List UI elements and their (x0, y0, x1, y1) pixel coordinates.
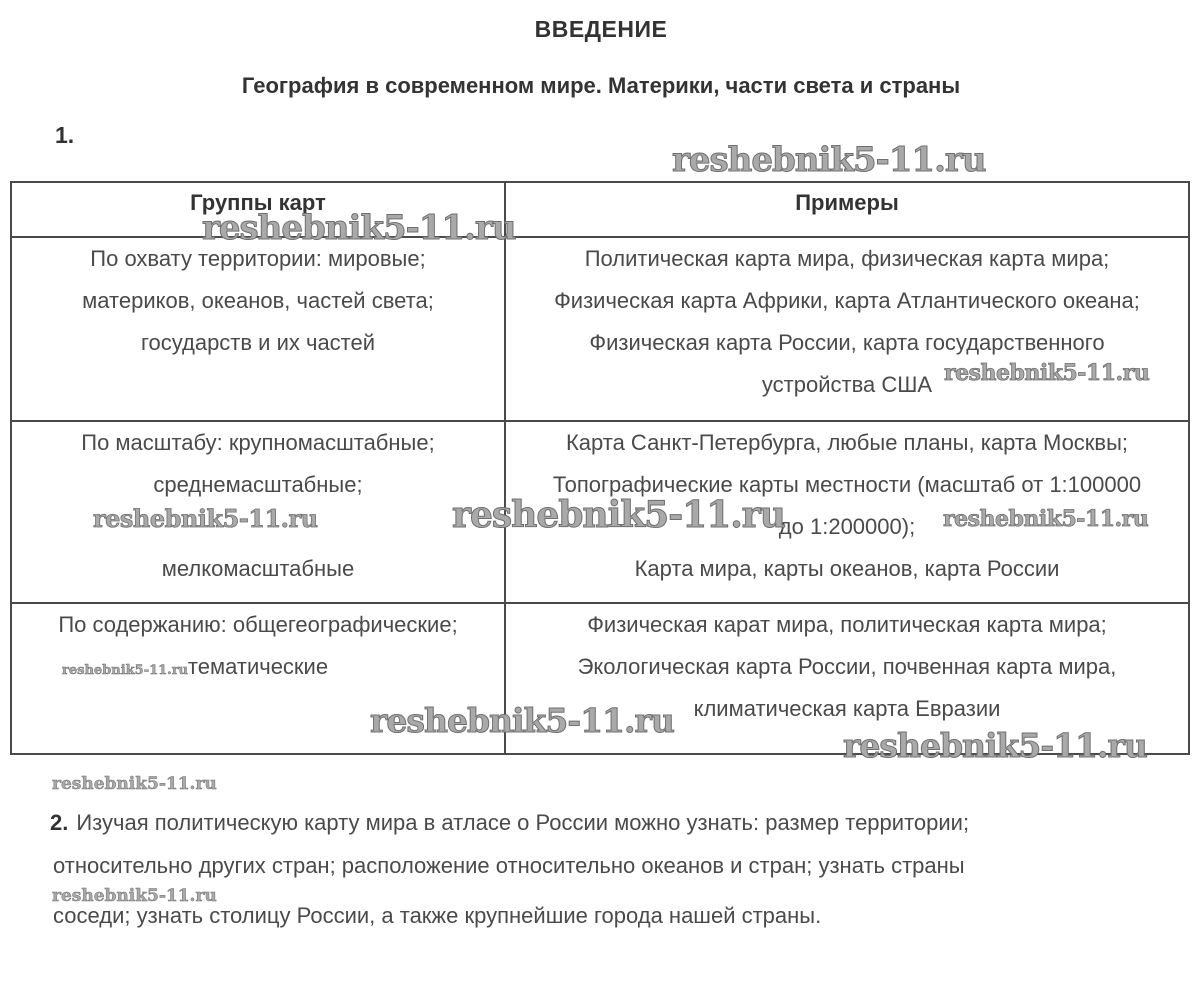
cell-line: государств и их частей (140, 330, 376, 355)
cell-line: По масштабу: крупномасштабные; (81, 430, 435, 455)
cell-line: Физическая карта России, карта государственного (589, 330, 1105, 355)
cell-line: По охвату территории: мировые; (90, 246, 426, 271)
watermark: reshebnik5-11.ru (62, 663, 189, 678)
item-1-label: 1. (55, 122, 75, 148)
watermark: reshebnik5-11.ru (452, 494, 785, 536)
cell-group-coverage (12, 238, 504, 420)
cell-line: Карта мира, карты океанов, карта России (634, 556, 1060, 581)
watermark: reshebnik5-11.ru (370, 701, 674, 740)
watermark: reshebnik5-11.ru (943, 506, 1149, 532)
cell-line: Карта Санкт-Петербурга, любые планы, карта Москвы; (565, 430, 1129, 455)
cell-line: до 1:200000); (778, 514, 916, 539)
cell-line: тематические (187, 654, 329, 679)
cell-line: Физическая карат мира, политическая карта мира; (587, 612, 1107, 637)
item-2-label: 2. (50, 810, 69, 835)
paragraph-line (50, 810, 969, 836)
cell-line: Топографические карты местности (масштаб от 1:100000 (552, 472, 1142, 497)
paragraph-text: Изучая политическую карту мира в атласе о России можно узнать: размер территории; (76, 810, 970, 835)
cell-line: Политическая карта мира, физическая карта мира; (584, 246, 1110, 271)
page-subtitle: География в современном мире. Материки, части света и страны (241, 73, 961, 98)
watermark: reshebnik5-11.ru (52, 886, 217, 906)
watermark: reshebnik5-11.ru (93, 504, 318, 533)
page-title: ВВЕДЕНИЕ (534, 16, 668, 42)
watermark: reshebnik5-11.ru (202, 208, 516, 248)
cell-line: Физическая карта Африки, карта Атлантического океана; (554, 288, 1140, 313)
watermark: reshebnik5-11.ru (843, 726, 1147, 765)
column-header-examples: Примеры (504, 183, 1188, 236)
cell-line: материков, океанов, частей света; (82, 288, 434, 313)
cell-line: мелкомасштабные (161, 556, 355, 581)
table-header-row (12, 183, 1188, 236)
cell-line: климатическая карта Евразии (693, 696, 1001, 721)
cell-line: По содержанию: общегеографические; (58, 612, 458, 637)
cell-line: среднемасштабные; (153, 472, 363, 497)
cell-examples-coverage (504, 238, 1188, 420)
watermark: reshebnik5-11.ru (672, 140, 986, 180)
table-row-coverage (12, 236, 1188, 420)
watermark: reshebnik5-11.ru (52, 774, 217, 794)
column-header-groups: Группы карт (190, 190, 326, 215)
cell-line: Экологическая карта России, почвенная карта мира, (577, 654, 1117, 679)
paragraph-line: относительно других стран; расположение относительно океанов и стран; узнать страны (53, 853, 965, 878)
cell-line: устройства США (761, 372, 933, 397)
paragraph-line: соседи; узнать столицу России, а также крупнейшие города нашей страны. (53, 903, 822, 928)
watermark: reshebnik5-11.ru (944, 360, 1150, 386)
